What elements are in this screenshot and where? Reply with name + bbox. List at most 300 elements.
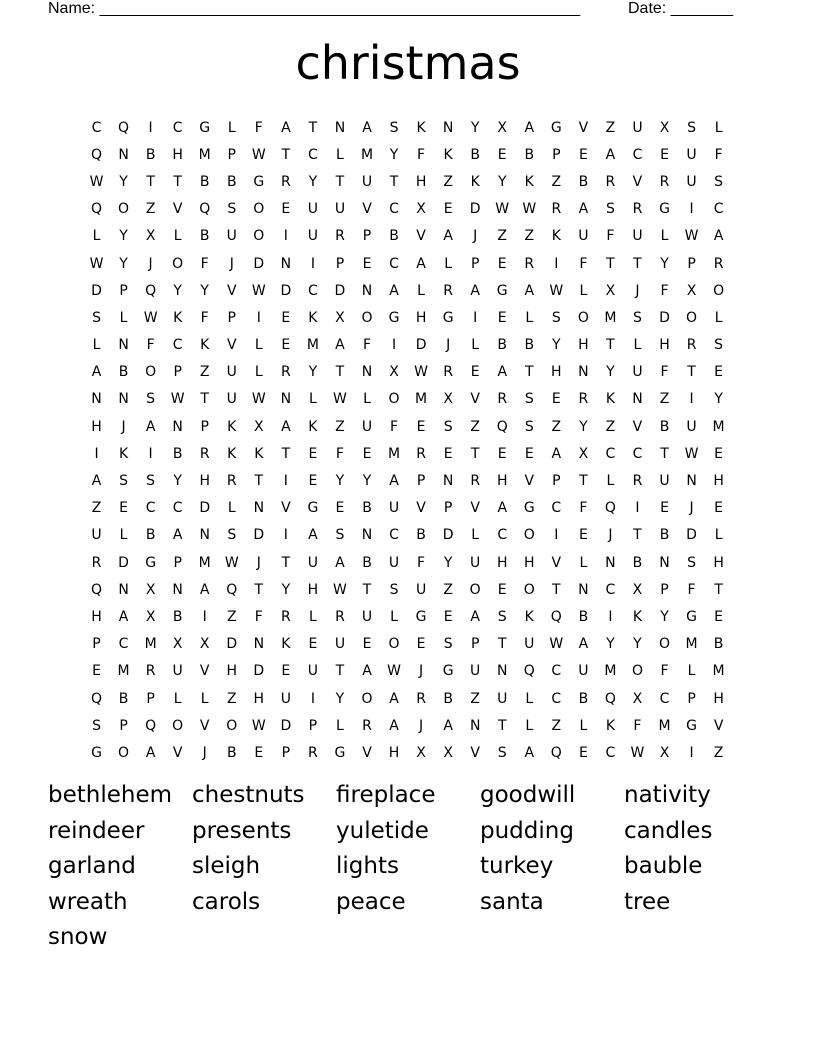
grid-letter: P xyxy=(552,473,561,490)
grid-letter: C xyxy=(497,527,508,544)
grid-letter: M xyxy=(387,445,401,462)
grid-letter: R xyxy=(416,690,426,707)
grid-letter: W xyxy=(251,717,266,734)
grid-letter: X xyxy=(335,309,345,326)
grid-letter: E xyxy=(660,146,669,163)
grid-letter: C xyxy=(659,690,670,707)
grid-letter: H xyxy=(253,690,265,707)
grid-letter: U xyxy=(470,663,481,680)
grid-letter: Z xyxy=(713,744,724,761)
grid-letter: J xyxy=(473,228,478,245)
grid-letter: T xyxy=(173,173,182,190)
word-bank-item: turkey xyxy=(480,853,554,880)
grid-letter: H xyxy=(713,554,724,571)
grid-letter: L xyxy=(525,690,534,707)
grid-letter: Z xyxy=(91,500,102,517)
grid-letter: W xyxy=(387,663,401,680)
grid-letter: A xyxy=(389,717,399,734)
grid-letter: P xyxy=(552,146,561,163)
grid-letter: Z xyxy=(551,173,562,190)
word-bank-item: fireplace xyxy=(336,782,436,808)
word-bank-item: candles xyxy=(624,817,713,844)
grid-letter: F xyxy=(660,282,669,299)
grid-letter: D xyxy=(118,554,129,571)
grid-letter: R xyxy=(145,663,156,680)
grid-letter: H xyxy=(496,554,508,571)
grid-letter: T xyxy=(497,717,507,734)
grid-letter: Y xyxy=(308,364,318,381)
grid-letter: E xyxy=(497,309,507,326)
grid-letter: S xyxy=(119,473,129,490)
grid-letter: Y xyxy=(173,473,182,490)
grid-letter: M xyxy=(712,663,725,680)
grid-letter: Q xyxy=(91,581,103,598)
grid-letter: V xyxy=(470,744,480,761)
grid-letter: N xyxy=(496,663,508,680)
grid-letter: R xyxy=(551,201,562,218)
grid-letter: T xyxy=(633,527,642,544)
grid-letter: L xyxy=(92,337,101,354)
grid-letter: V xyxy=(416,228,426,245)
grid-letter: E xyxy=(714,445,724,462)
grid-letter: H xyxy=(551,364,562,381)
grid-letter: K xyxy=(173,309,183,326)
grid-letter: S xyxy=(633,309,642,326)
grid-letter: E xyxy=(578,146,588,163)
grid-letter: V xyxy=(578,119,589,136)
grid-letter: A xyxy=(389,282,399,299)
grid-letter: B xyxy=(443,690,453,707)
grid-letter: P xyxy=(146,690,155,707)
grid-letter: M xyxy=(144,636,157,653)
grid-letter: C xyxy=(389,527,399,544)
grid-letter: T xyxy=(579,473,588,490)
grid-letter: F xyxy=(687,581,696,598)
grid-letter: T xyxy=(633,255,642,272)
grid-letter: O xyxy=(388,391,400,408)
grid-letter: V xyxy=(172,201,183,218)
grid-letter: B xyxy=(524,146,535,163)
grid-letter: Y xyxy=(606,364,615,381)
grid-letter: U xyxy=(226,364,237,381)
grid-letter: T xyxy=(714,581,723,598)
grid-letter: Y xyxy=(389,146,399,163)
grid-letter: A xyxy=(524,282,535,299)
grid-letter: X xyxy=(416,201,426,218)
grid-letter: S xyxy=(92,717,101,734)
grid-letter: I xyxy=(689,391,694,408)
grid-letter: E xyxy=(660,500,669,517)
grid-letter: Q xyxy=(496,418,508,435)
grid-letter: V xyxy=(551,554,562,571)
grid-letter: O xyxy=(361,690,373,707)
grid-letter: L xyxy=(119,309,128,326)
grid-letter: W xyxy=(224,554,239,571)
grid-letter: E xyxy=(362,445,372,462)
grid-letter: Q xyxy=(550,608,562,625)
grid-letter: K xyxy=(443,146,453,163)
grid-letter: L xyxy=(444,255,453,272)
grid-letter: P xyxy=(687,255,696,272)
grid-letter: N xyxy=(280,255,292,272)
grid-letter: C xyxy=(172,500,183,517)
grid-letter: L xyxy=(336,717,344,734)
grid-letter: E xyxy=(497,255,507,272)
grid-letter: N xyxy=(118,391,129,408)
grid-letter: E xyxy=(254,744,264,761)
grid-letter: A xyxy=(605,146,616,163)
grid-letter: Q xyxy=(604,690,616,707)
grid-letter: F xyxy=(417,146,426,163)
grid-letter: K xyxy=(605,391,615,408)
grid-row xyxy=(83,413,733,440)
grid-letter: O xyxy=(631,663,643,680)
grid-letter: U xyxy=(686,418,697,435)
word-bank-item: bethlehem xyxy=(48,782,173,808)
grid-letter: S xyxy=(227,201,237,218)
grid-letter: Y xyxy=(308,173,318,190)
letter-grid xyxy=(83,114,733,767)
grid-letter: U xyxy=(686,173,697,190)
grid-letter: K xyxy=(308,418,318,435)
grid-letter: C xyxy=(632,146,643,163)
grid-letter: E xyxy=(92,663,101,680)
grid-letter: R xyxy=(416,445,426,462)
grid-letter: X xyxy=(199,636,210,653)
grid-letter: P xyxy=(200,418,209,435)
grid-letter: C xyxy=(605,581,616,598)
grid-letter: S xyxy=(335,527,345,544)
grid-letter: D xyxy=(226,636,238,653)
grid-letter: K xyxy=(281,636,291,653)
grid-letter: U xyxy=(334,201,346,218)
grid-letter: Z xyxy=(443,173,453,190)
grid-letter: N xyxy=(280,391,292,408)
grid-letter: A xyxy=(416,255,426,272)
grid-letter: A xyxy=(470,608,480,625)
grid-letter: O xyxy=(577,309,589,326)
grid-row xyxy=(83,440,733,467)
grid-letter: G xyxy=(686,717,697,734)
grid-letter: L xyxy=(714,309,723,326)
grid-letter: T xyxy=(335,663,345,680)
grid-letter: E xyxy=(524,445,534,462)
grid-letter: F xyxy=(362,337,372,354)
grid-letter: W xyxy=(333,391,347,408)
grid-letter: J xyxy=(635,282,640,299)
grid-letter: T xyxy=(254,473,264,490)
grid-letter: J xyxy=(419,717,424,734)
grid-row xyxy=(83,495,733,522)
grid-letter: W xyxy=(630,744,645,761)
grid-letter: I xyxy=(310,255,315,272)
grid-letter: K xyxy=(200,337,210,354)
grid-letter: S xyxy=(146,391,156,408)
grid-letter: X xyxy=(145,228,156,245)
grid-letter: E xyxy=(714,364,724,381)
grid-letter: N xyxy=(361,364,373,381)
grid-letter: F xyxy=(633,717,642,734)
grid-letter: D xyxy=(280,717,292,734)
grid-letter: A xyxy=(172,527,183,544)
grid-letter: R xyxy=(199,445,210,462)
grid-letter: T xyxy=(254,581,264,598)
grid-letter: S xyxy=(687,554,696,571)
grid-letter: L xyxy=(525,309,534,326)
grid-letter: I xyxy=(391,337,397,354)
grid-letter: Z xyxy=(497,228,508,245)
grid-letter: C xyxy=(632,445,643,462)
grid-letter: A xyxy=(199,581,210,598)
grid-letter: Y xyxy=(119,173,128,190)
grid-letter: B xyxy=(578,173,589,190)
grid-letter: R xyxy=(280,173,291,190)
grid-letter: Z xyxy=(605,119,616,136)
grid-letter: B xyxy=(389,228,399,245)
grid-letter: U xyxy=(524,636,535,653)
grid-letter: P xyxy=(660,581,669,598)
grid-letter: X xyxy=(659,744,670,761)
grid-letter: W xyxy=(170,391,185,408)
grid-letter: O xyxy=(145,364,157,381)
grid-letter: X xyxy=(578,445,589,462)
grid-letter: A xyxy=(524,119,535,136)
grid-letter: A xyxy=(91,364,102,381)
word-bank-item: goodwill xyxy=(480,782,576,808)
grid-letter: I xyxy=(283,473,288,490)
grid-letter: Q xyxy=(91,146,103,163)
grid-row xyxy=(83,712,733,739)
grid-letter: T xyxy=(687,364,696,381)
grid-row xyxy=(83,603,733,630)
grid-letter: X xyxy=(172,636,183,653)
grid-letter: E xyxy=(119,500,128,517)
grid-letter: S xyxy=(524,391,534,408)
grid-letter: O xyxy=(713,282,725,299)
grid-letter: T xyxy=(552,581,561,598)
grid-letter: O xyxy=(469,581,481,598)
grid-letter: W xyxy=(89,255,104,272)
grid-letter: U xyxy=(686,146,697,163)
grid-letter: T xyxy=(524,364,534,381)
grid-letter: U xyxy=(361,418,373,435)
grid-letter: U xyxy=(172,663,183,680)
grid-letter: A xyxy=(335,554,345,571)
grid-letter: P xyxy=(173,364,182,381)
grid-letter: L xyxy=(92,228,101,245)
grid-letter: X xyxy=(659,119,670,136)
grid-letter: G xyxy=(686,608,697,625)
word-bank-item: peace xyxy=(336,888,406,915)
grid-letter: S xyxy=(497,608,507,625)
grid-letter: U xyxy=(226,391,237,408)
grid-letter: G xyxy=(307,500,319,517)
grid-letter: I xyxy=(202,608,207,625)
grid-letter: N xyxy=(686,473,697,490)
grid-letter: T xyxy=(281,554,291,571)
grid-letter: V xyxy=(470,500,480,517)
grid-letter: I xyxy=(148,119,153,136)
grid-letter: M xyxy=(360,146,374,163)
grid-letter: A xyxy=(118,608,129,625)
grid-letter: I xyxy=(148,445,153,462)
grid-letter: G xyxy=(388,309,400,326)
grid-letter: L xyxy=(254,364,263,381)
grid-letter: U xyxy=(578,228,589,245)
grid-letter: K xyxy=(524,173,534,190)
grid-letter: V xyxy=(713,717,724,734)
grid-letter: D xyxy=(415,337,427,354)
grid-letter: I xyxy=(689,744,694,761)
grid-letter: V xyxy=(470,391,480,408)
grid-letter: A xyxy=(308,527,318,544)
grid-letter: Q xyxy=(523,663,535,680)
grid-letter: P xyxy=(173,554,182,571)
grid-row xyxy=(83,685,733,712)
grid-letter: P xyxy=(335,255,345,272)
grid-letter: C xyxy=(145,500,156,517)
grid-letter: U xyxy=(361,173,373,190)
grid-letter: B xyxy=(145,146,156,163)
grid-letter: Q xyxy=(145,282,157,299)
grid-letter: N xyxy=(118,146,129,163)
grid-letter: O xyxy=(686,309,698,326)
grid-letter: U xyxy=(415,581,427,598)
grid-letter: K xyxy=(524,608,534,625)
grid-letter: Q xyxy=(145,717,157,734)
grid-letter: V xyxy=(416,500,426,517)
grid-letter: N xyxy=(334,119,346,136)
grid-letter: Z xyxy=(551,717,562,734)
grid-letter: G xyxy=(523,500,535,517)
grid-letter: V xyxy=(524,473,535,490)
grid-letter: L xyxy=(471,527,480,544)
grid-letter: L xyxy=(471,337,480,354)
grid-row xyxy=(83,332,733,359)
grid-letter: L xyxy=(579,717,588,734)
grid-letter: H xyxy=(713,473,724,490)
grid-letter: P xyxy=(119,717,128,734)
grid-letter: N xyxy=(578,581,589,598)
grid-row xyxy=(83,739,733,766)
grid-letter: D xyxy=(91,282,102,299)
grid-letter: V xyxy=(281,500,291,517)
grid-letter: M xyxy=(117,663,130,680)
grid-letter: E xyxy=(714,608,724,625)
grid-letter: Z xyxy=(551,418,562,435)
page-title: christmas xyxy=(295,36,521,90)
grid-letter: N xyxy=(91,391,102,408)
grid-letter: W xyxy=(251,391,266,408)
grid-letter: N xyxy=(469,717,481,734)
grid-letter: H xyxy=(91,418,102,435)
grid-letter: A xyxy=(443,717,453,734)
grid-letter: J xyxy=(446,337,451,354)
grid-letter: X xyxy=(632,690,643,707)
grid-letter: E xyxy=(578,527,588,544)
grid-letter: S xyxy=(443,418,453,435)
grid-letter: G xyxy=(334,744,346,761)
grid-letter: J xyxy=(256,554,261,571)
grid-letter: R xyxy=(335,228,345,245)
grid-letter: X xyxy=(443,744,453,761)
grid-letter: E xyxy=(308,473,318,490)
grid-row xyxy=(83,250,733,277)
grid-letter: U xyxy=(659,473,670,490)
grid-letter: L xyxy=(525,717,534,734)
grid-letter: L xyxy=(417,282,425,299)
grid-letter: E xyxy=(362,255,372,272)
grid-letter: G xyxy=(496,282,508,299)
grid-letter: M xyxy=(415,391,428,408)
grid-letter: U xyxy=(280,690,291,707)
word-bank-item: nativity xyxy=(624,782,711,808)
grid-letter: F xyxy=(335,445,344,462)
grid-letter: K xyxy=(605,717,615,734)
grid-letter: R xyxy=(659,173,670,190)
grid-letter: D xyxy=(659,309,670,326)
grid-letter: E xyxy=(443,201,453,218)
grid-letter: Y xyxy=(443,554,453,571)
grid-letter: W xyxy=(549,282,564,299)
grid-letter: S xyxy=(524,418,534,435)
grid-letter: D xyxy=(334,282,346,299)
grid-letter: B xyxy=(172,445,183,462)
word-bank-item: tree xyxy=(624,888,671,915)
grid-letter: N xyxy=(118,581,129,598)
grid-letter: W xyxy=(522,201,537,218)
grid-letter: S xyxy=(92,309,101,326)
grid-letter: A xyxy=(524,744,535,761)
grid-letter: R xyxy=(686,337,697,354)
grid-letter: L xyxy=(173,228,182,245)
grid-letter: Z xyxy=(145,201,156,218)
grid-letter: E xyxy=(308,445,318,462)
grid-letter: P xyxy=(119,282,128,299)
grid-letter: E xyxy=(281,663,291,680)
grid-letter: I xyxy=(310,690,315,707)
grid-letter: B xyxy=(362,554,372,571)
grid-letter: U xyxy=(578,663,589,680)
grid-letter: M xyxy=(198,554,211,571)
grid-letter: B xyxy=(524,337,535,354)
word-bank-item: carols xyxy=(192,888,261,915)
grid-row xyxy=(83,223,733,250)
grid-letter: Y xyxy=(606,636,615,653)
grid-letter: B xyxy=(470,146,480,163)
grid-letter: I xyxy=(283,527,288,544)
grid-letter: M xyxy=(604,663,617,680)
grid-letter: M xyxy=(198,146,211,163)
grid-letter: N xyxy=(578,364,589,381)
grid-letter: D xyxy=(442,527,454,544)
grid-letter: X xyxy=(497,119,508,136)
grid-letter: Z xyxy=(470,418,480,435)
grid-letter: U xyxy=(632,228,643,245)
grid-letter: J xyxy=(229,255,234,272)
grid-letter: K xyxy=(551,228,561,245)
grid-letter: X xyxy=(605,282,616,299)
grid-letter: K xyxy=(227,445,237,462)
grid-letter: E xyxy=(308,636,318,653)
grid-letter: C xyxy=(308,146,318,163)
header xyxy=(48,0,748,20)
grid-letter: G xyxy=(199,119,211,136)
grid-letter: S xyxy=(227,527,237,544)
grid-letter: S xyxy=(443,636,453,653)
grid-letter: L xyxy=(336,146,344,163)
grid-letter: L xyxy=(119,527,128,544)
